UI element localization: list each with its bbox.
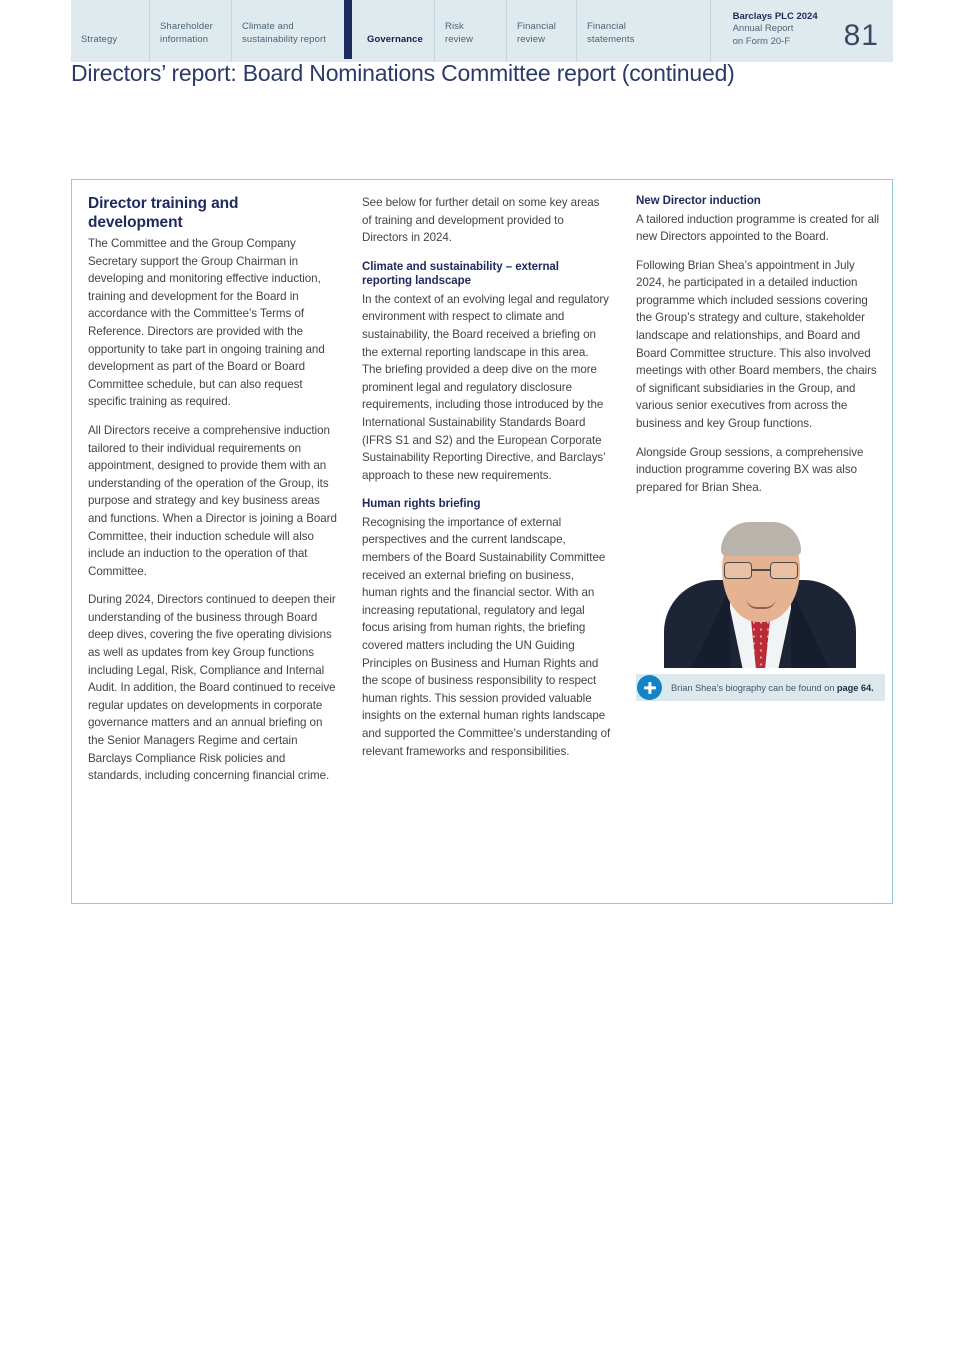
nav-tab-governance[interactable] <box>344 0 434 62</box>
callout-page-reference: page 64. <box>836 682 874 693</box>
section-heading-director-training: Director training and development <box>88 195 239 231</box>
subheading-new-director-induction: New Director induction <box>636 195 761 207</box>
column-new-director-induction <box>636 194 885 893</box>
nav-tab-strategy[interactable] <box>71 0 149 62</box>
paragraph: Recognising the importance of external perspectives and the current landscape, members of the Board Sustainability Committee received an external briefing on business, human rights and the financial sector. With an increasing reputational, regulatory and legal focus arising from human rights, the briefing covered matters including the UN Guiding Principles on Business and Human Rights and the scope of business responsibility to respect human rights. This session provided valuable insights on the external human rights landscape and supported the Committee’s understanding of relevant frameworks and responsibilities. <box>362 515 611 758</box>
paragraph: A tailored induction programme is created for all new Directors appointed to the Board. <box>636 212 880 244</box>
glasses-icon <box>722 562 800 580</box>
nav-tab-financial-review[interactable] <box>506 0 576 62</box>
portrait-image <box>636 510 885 668</box>
nav-tab-climate-and-sustainability-report[interactable] <box>231 0 344 62</box>
nav-tab-label: Financial <box>517 21 556 32</box>
column-training-detail <box>362 194 611 893</box>
report-meta-lines <box>733 11 818 49</box>
subheading-human-rights-briefing: Human rights briefing <box>362 498 481 511</box>
report-subtitle-line1: Annual Report <box>732 23 794 34</box>
subheading-climate-and-sustainability: Climate and sustainability – external reporting landscape <box>362 260 559 288</box>
three-column-layout <box>88 194 880 893</box>
nav-tab-label: Governance <box>367 33 423 45</box>
paragraph-intro: See below for further detail on some key areas of training and development provided to Directors in 2024. <box>362 196 600 245</box>
paragraph: During 2024, Directors continued to deepen their understanding of the business through Board deep dives, covering the five operating divisions as well as updates from key Group functions including Legal, Risk, Compliance and Internal Audit. In addition, the Board continued to receive regular updates on developments in corporate governance matters and an annual briefing on the Senior Managers Regime and certain Barclays Compliance Risk policies and standards, including concerning financial crime. <box>88 593 336 783</box>
paragraph: All Directors receive a comprehensive induction tailored to their individual requirements on appointment, designed to provide them with an understanding of the operation of the Group, its purpose and strategy and key business areas and functions. When a Director is joining a Board Committee, their induction schedule will also include an induction to the operation of that Committee. <box>88 423 337 578</box>
report-title: Barclays PLC 2024 <box>732 10 818 22</box>
callout-text-lead: Brian Shea’s biography can be found on <box>671 682 837 693</box>
nav-tab-label: review <box>517 33 546 45</box>
nav-tab-label: Risk <box>445 21 464 32</box>
nav-tab-risk-review[interactable] <box>434 0 506 62</box>
biography-callout[interactable] <box>636 674 885 701</box>
report-subtitle-line2: on Form 20-F <box>732 35 791 47</box>
nav-tab-label: information <box>160 33 209 45</box>
director-portrait-photo <box>636 510 885 668</box>
callout-text <box>671 682 874 694</box>
nav-tab-label: Climate and <box>242 21 294 32</box>
column-director-training <box>88 194 337 893</box>
paragraph: The Committee and the Group Company Secretary support the Group Chairman in developing and monitoring effective induction, training and development for the Board in accordance with the Committee’s Terms of Reference. Directors are provided with the opportunity to take part in ongoing training and development as part of the Board or Board Committee schedule, but can also request specific training as required. <box>88 237 325 409</box>
nav-tab-label: review <box>445 33 474 45</box>
report-meta-block <box>710 0 893 62</box>
page-title: Directors’ report: Board Nominations Committee report (continued) <box>71 60 735 86</box>
nav-tab-label: sustainability report <box>242 33 326 45</box>
paragraph: In the context of an evolving legal and regulatory environment with respect to climate and sustainability, the Board received a briefing on the external reporting landscape in this area. The briefing provided a deep dive on the more prominent legal and regulatory disclosure requirements, including those introduced by the International Sustainability Standards Board (IFRS S1 and S2) and the European Corporate Sustainability Reporting Directive, and Barclays’ approach to these new requirements. <box>362 292 609 482</box>
nav-tab-label: statements <box>587 33 635 45</box>
plus-circle-icon <box>637 675 662 700</box>
nav-tab-label: Financial <box>587 21 626 32</box>
active-tab-accent-bar <box>344 0 352 59</box>
nav-tab-financial-statements[interactable] <box>576 0 656 62</box>
paragraph: Alongside Group sessions, a comprehensive induction programme covering BX was also prepared for Brian Shea. <box>636 445 864 494</box>
nav-tab-label: Shareholder <box>160 21 213 32</box>
nav-tab-shareholder-information[interactable] <box>149 0 231 62</box>
nav-tab-label: Strategy <box>81 33 118 45</box>
portrait-hair <box>721 522 801 556</box>
paragraph: Following Brian Shea’s appointment in July 2024, he participated in a detailed induction programme which included sessions covering the Group’s strategy and culture, stakeholder landscape and relationships, and Board and Board Committee structure. This also involved meetings with other Board members, the chairs of significant subsidiaries in the Group, and various senior executives from across the business and key Group functions. <box>636 258 877 431</box>
document-nav-strip <box>71 0 893 62</box>
content-panel <box>71 179 893 904</box>
page-number: 81 <box>843 19 879 52</box>
